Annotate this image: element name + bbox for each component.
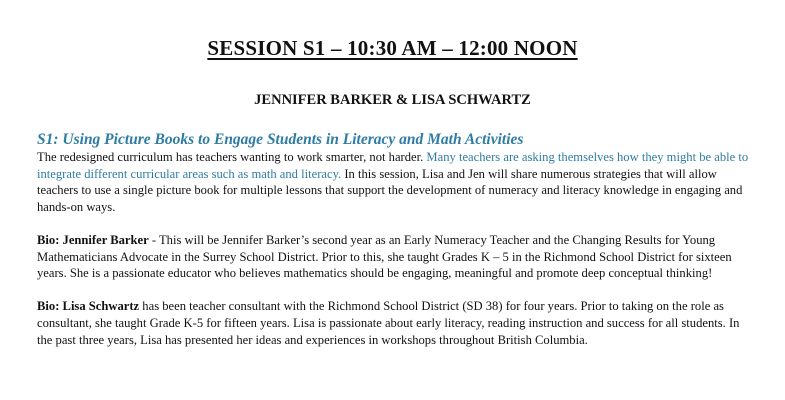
session-content [37, 130, 757, 365]
bio-barker-label: Bio: Jennifer Barker [37, 232, 149, 247]
description-part2: In this session, Lisa and Jen will share numerous strategies that will allow teachers to use a single picture book for multiple lessons that support the development of numeracy and literacy knowledge in engaging and hands-on ways. [37, 166, 743, 214]
bio-jennifer-barker [37, 232, 757, 282]
bio-schwartz-label: Bio: Lisa Schwartz [37, 299, 140, 314]
bio-lisa-schwartz [37, 298, 757, 348]
presenters-heading: JENNIFER BARKER & LISA SCHWARTZ [254, 92, 531, 108]
session-title: SESSION S1 – 10:30 AM – 12:00 NOON [207, 36, 578, 60]
bio-barker-text: - This will be Jennifer Barker’s second year as an Early Numeracy Teacher and the Changing Results for Young Mathematicians Advocate in the Surrey School District. Prior to this, she taught Grades K – 5 in the Richmond School District for sixteen years. She is a passionate educator who believes mathematics should be engaging, meaningful and promote deep conceptual thinking! [37, 232, 732, 281]
bio-schwartz-text: has been teacher consultant with the Richmond School District (SD 38) for four years. Prior to taking on the role as consultant, she taught Grade K-5 for fifteen years. Lisa is passionate about early literacy, reading instruction and success for all students. In the past three years, Lisa has presented her ideas and experiences in workshops throughout British Columbia. [37, 299, 740, 347]
session-description [37, 149, 757, 215]
description-part1: The redesigned curriculum has teachers wanting to work smarter, not harder. [37, 150, 427, 164]
description-highlight: Many teachers are asking themselves how they might be able to integrate different curricular areas such as math and literacy. [37, 150, 749, 181]
session-heading: S1: Using Picture Books to Engage Students in Literacy and Math Activities [37, 131, 524, 148]
